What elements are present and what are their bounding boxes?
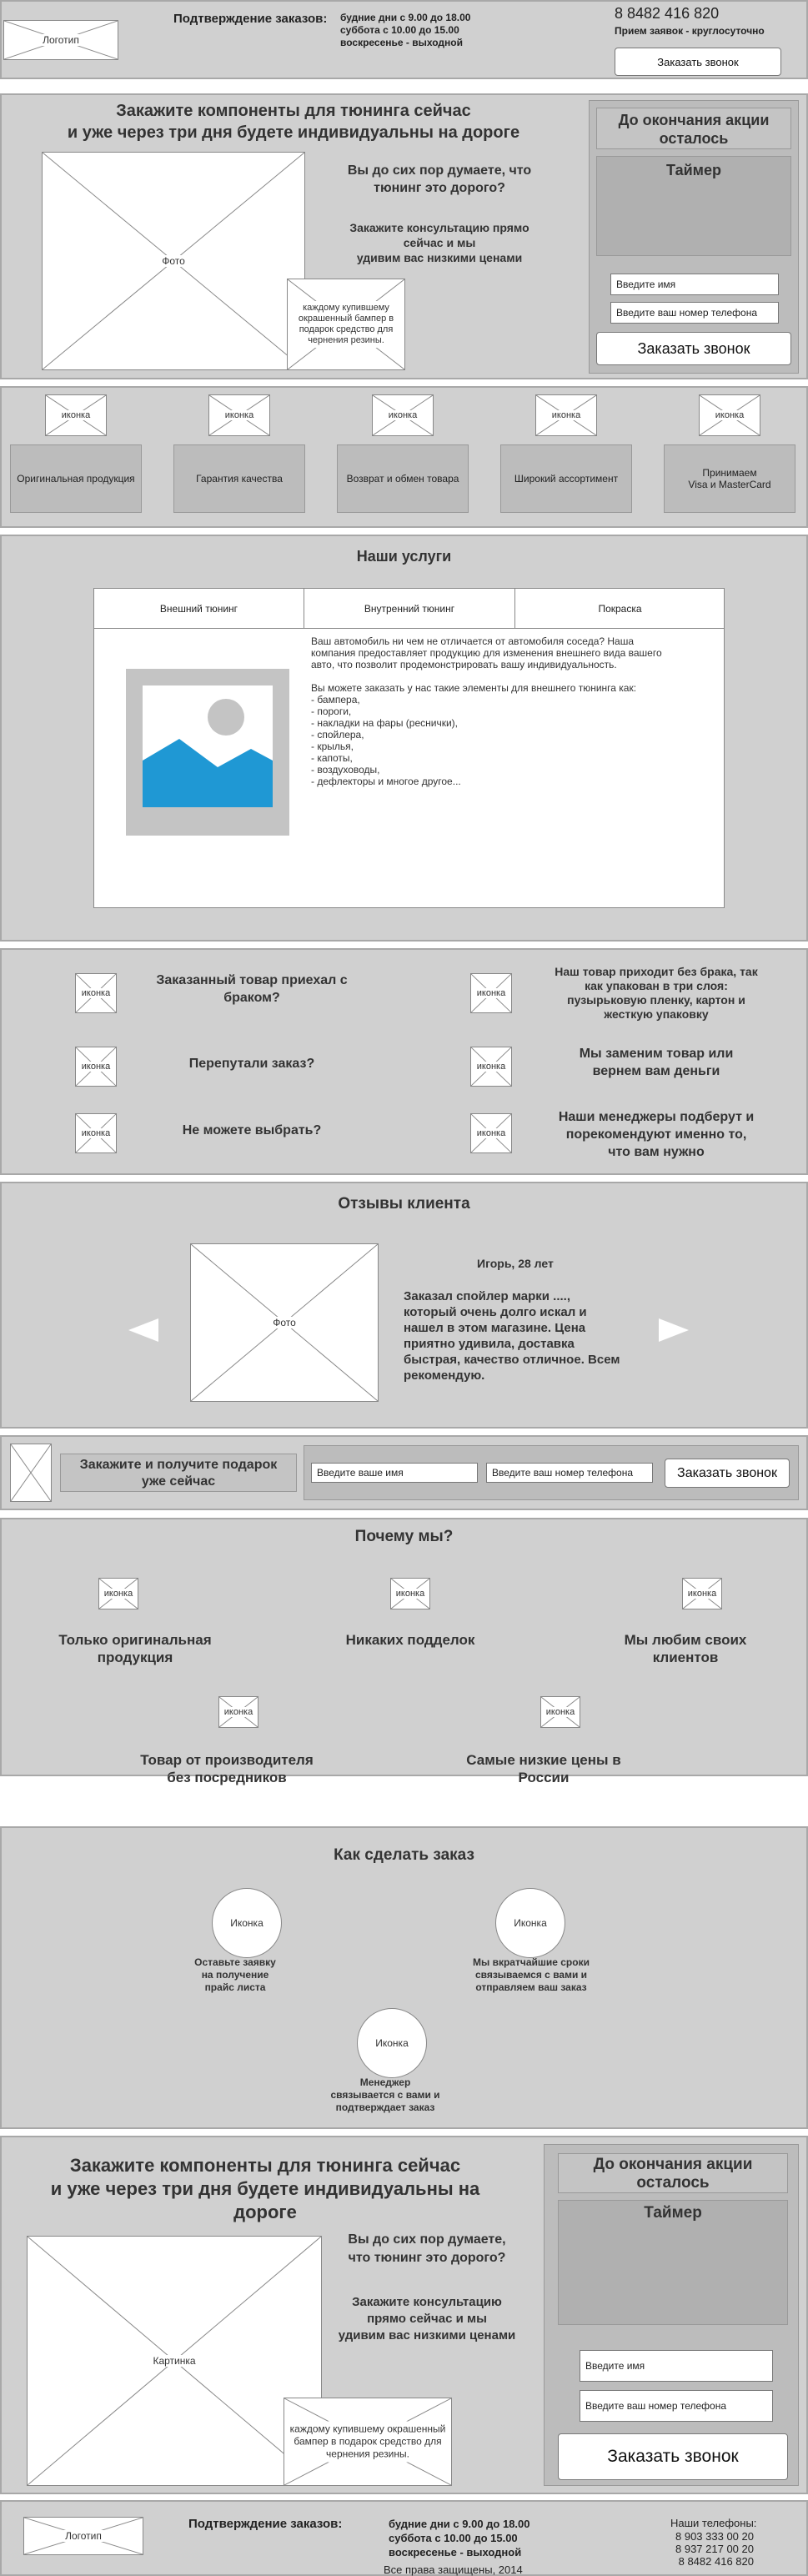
promo2-until-end: До окончания акции осталось — [558, 2153, 788, 2193]
solution-icon — [470, 1047, 512, 1087]
how-section — [0, 1826, 808, 2129]
gift-submit-button[interactable]: Заказать звонок — [665, 1459, 790, 1488]
icon-label: иконка — [715, 410, 745, 420]
reviews-section — [0, 1182, 808, 1429]
problem-solution: Наши менеджеры подберут и порекомендуют именно то, что вам нужно — [558, 1110, 755, 1159]
why-item-label: Товар от производителя без посредников — [140, 1752, 314, 1785]
gift-form — [304, 1445, 799, 1500]
footer-hours: будние дни с 9.00 до 18.00 суббота с 10.00 до 15.00 воскресенье - выходной — [389, 2518, 530, 2558]
problem-icon — [75, 973, 117, 1013]
how-title: Как сделать заказ — [334, 1846, 474, 1864]
problem-question: Перепутали заказ? — [188, 1057, 315, 1071]
header-confirm-title: Подтверждение заказов: — [173, 12, 328, 26]
how-step-text: Оставьте заявку на получение прайс листа — [194, 1956, 276, 1993]
why-icon — [218, 1696, 258, 1728]
icon-label: иконка — [476, 988, 506, 998]
icon-label: иконка — [224, 410, 254, 420]
hero2-question: Вы до сих пор думаете, что тюнинг это дорого? — [348, 2232, 506, 2265]
icon-label: иконка — [81, 1128, 111, 1138]
hero-photo — [42, 152, 305, 370]
problem-icon — [75, 1047, 117, 1087]
hero2-title: Закажите компоненты для тюнинга сейчас и уже через три дня будете индивидуальны на дороге — [50, 2155, 480, 2222]
how-step-text: Мы вкратчайшие сроки связываемся с вами и отправляем ваш заказ — [473, 1956, 590, 1993]
how-step-text: Менеджер связывается с вами и подтверждает заказ — [330, 2076, 440, 2113]
footer-rights: Все права защищены, 2014 — [384, 2563, 523, 2576]
gift-name-input[interactable] — [311, 1463, 478, 1483]
review-text: Заказал спойлер марки ...., который очень долго искал и нашел в этом магазине. Цена приятно удивила, доставка быстрая, качество отличное. Всем рекомендую. — [404, 1289, 620, 1383]
promo-timer — [596, 156, 791, 256]
header-phone[interactable]: 8 8482 416 820 — [615, 5, 720, 22]
services-section — [0, 535, 808, 942]
service-tab-label: Покраска — [598, 602, 642, 615]
service-tab-2[interactable] — [515, 589, 725, 629]
why-icon — [540, 1696, 580, 1728]
why-icon — [98, 1578, 138, 1609]
promo2-timer — [558, 2200, 788, 2325]
service-image — [126, 669, 289, 836]
solution-icon — [470, 973, 512, 1013]
services-panel — [93, 588, 725, 908]
problem-solution: Наш товар приходит без брака, так как упакован в три слоя: пузырьковую пленку, картон и жесткую упаковку — [555, 965, 758, 1021]
promo-until-end: До окончания акции осталось — [596, 108, 791, 149]
why-item-label: Мы любим своих клиентов — [624, 1632, 747, 1665]
review-author: Игорь, 28 лет — [477, 1257, 554, 1270]
gift-icon-placeholder — [10, 1444, 52, 1502]
feature-icon — [208, 394, 270, 436]
footer — [0, 2500, 808, 2576]
promo2-panel — [544, 2144, 799, 2486]
footer-confirm-title: Подтверждение заказов: — [188, 2517, 343, 2531]
footer-phones: 8 903 333 00 20 8 937 217 00 20 8 8482 416 820 — [675, 2530, 754, 2568]
feature-icon — [45, 394, 107, 436]
icon-label: иконка — [476, 1062, 506, 1072]
review-photo — [190, 1243, 379, 1402]
why-item-label: Только оригинальная продукция — [58, 1632, 212, 1665]
feature-label: Оригинальная продукция — [17, 473, 135, 485]
promo-panel — [589, 100, 799, 374]
reviews-title: Отзывы клиента — [338, 1195, 470, 1213]
gift-phone-input[interactable] — [486, 1463, 653, 1483]
service-tab-1[interactable] — [304, 589, 515, 629]
hero-photo-label: Фото — [162, 255, 185, 267]
hero-gift-text: каждому купившему окрашенный бампер в подарок средство для чернения резины. — [288, 301, 404, 348]
feature-label: Широкий ассортимент — [514, 473, 619, 485]
review-next-arrow[interactable] — [659, 1318, 689, 1342]
promo2-phone-input[interactable] — [580, 2390, 773, 2422]
feature-label: Принимаем Visa и MasterCard — [688, 467, 771, 490]
feature-icon — [372, 394, 434, 436]
icon-label: иконка — [81, 988, 111, 998]
hero-question: Вы до сих пор думаете, что тюнинг это дорого? — [347, 163, 532, 195]
how-step-icon-label: Иконка — [230, 1917, 263, 1929]
promo-timer-label: Таймер — [666, 162, 721, 178]
how-step-icon — [495, 1888, 565, 1958]
feature-card — [664, 444, 795, 513]
problem-question: Заказанный товар приехал с браком? — [156, 973, 348, 1005]
feature-icon — [535, 394, 597, 436]
hero-gift-card — [287, 279, 405, 370]
icon-label: иконка — [476, 1128, 506, 1138]
icon-label: иконка — [223, 1707, 253, 1717]
feature-card — [10, 444, 142, 513]
footer-logo-text: Логотип — [65, 2530, 102, 2542]
placeholder-cross-icon — [11, 1444, 51, 1501]
header-hours: будние дни с 9.00 до 18.00 суббота с 10.00 до 15.00 воскресенье - выходной — [340, 12, 471, 48]
icon-label: иконка — [103, 1589, 133, 1599]
hero2-picture-label: Картинка — [153, 2355, 196, 2367]
promo-submit-button[interactable]: Заказать звонок — [596, 332, 791, 365]
promo2-timer-label: Таймер — [644, 2204, 702, 2222]
hero2-consult: Закажите консультацию прямо сейчас и мы удивим вас низкими ценами — [338, 2295, 516, 2343]
promo2-name-input[interactable] — [580, 2350, 773, 2382]
hero2-section — [0, 2136, 808, 2494]
promo-name-input[interactable] — [610, 274, 779, 295]
gift-bar-section — [0, 1435, 808, 1510]
icon-label: иконка — [388, 410, 418, 420]
hero-title: Закажите компоненты для тюнинга сейчас и уже через три дня будете индивидуальны на дороге — [67, 102, 520, 142]
service-tab-label: Внутренний тюнинг — [364, 602, 455, 615]
why-section — [0, 1518, 808, 1785]
icon-label: иконка — [687, 1589, 717, 1599]
how-step-icon-label: Иконка — [375, 2037, 409, 2049]
feature-card — [173, 444, 305, 513]
feature-label: Возврат и обмен товара — [346, 473, 459, 485]
promo-phone-input[interactable] — [610, 302, 779, 324]
header-requests: Прием заявок - круглосуточно — [615, 25, 765, 37]
hero2-picture — [27, 2236, 322, 2486]
features-section — [0, 386, 808, 528]
header-logo[interactable] — [3, 20, 118, 60]
image-placeholder-icon — [126, 669, 289, 836]
how-step-icon — [357, 2008, 427, 2078]
service-tab-0[interactable] — [94, 589, 304, 629]
how-step-icon-label: Иконка — [514, 1917, 547, 1929]
hero-consult: Закажите консультацию прямо сейчас и мы удивим вас низкими ценами — [349, 221, 529, 264]
review-photo-label: Фото — [273, 1317, 296, 1328]
footer-logo[interactable] — [23, 2517, 143, 2555]
footer-phones-title: Наши телефоны: — [670, 2517, 757, 2529]
problem-icon — [75, 1113, 117, 1153]
problem-solution: Мы заменим товар или вернем вам деньги — [579, 1047, 734, 1078]
icon-label: иконка — [81, 1062, 111, 1072]
how-step-icon — [212, 1888, 282, 1958]
why-title: Почему мы? — [354, 1528, 454, 1545]
header-call-button[interactable]: Заказать звонок — [615, 48, 781, 76]
why-item-label: Самые низкие цены в России — [466, 1752, 621, 1785]
why-icon — [682, 1578, 722, 1609]
feature-icon — [699, 394, 760, 436]
icon-label: иконка — [551, 410, 581, 420]
icon-label: иконка — [61, 410, 91, 420]
services-title: Наши услуги — [356, 548, 452, 565]
feature-card — [337, 444, 469, 513]
review-prev-arrow[interactable] — [128, 1318, 158, 1342]
hero-section — [0, 93, 808, 379]
feature-card — [500, 444, 632, 513]
hero2-gift-text: каждому купившему окрашенный бампер в подарок средство для чернения резины. — [284, 2422, 451, 2463]
service-description: Ваш автомобиль ни чем не отличается от автомобиля соседа? Наша компания предоставляет продукцию для изменения внешнего вида вашего авто, что позволит продемонстрировать вашу индивидуальность. Вы можете заказать у нас такие элементы для внешнего тюнинга как: - бампера, - пороги, - накладки на фары (реснички), - спойлера, - крылья, - капоты, - воздуховоды, - дефлекторы и многое другое... — [311, 635, 662, 787]
problems-section — [0, 948, 808, 1175]
icon-label: иконка — [395, 1589, 425, 1599]
header — [0, 0, 808, 79]
why-item-label: Никаких подделок — [345, 1632, 475, 1648]
service-tab-label: Внешний тюнинг — [159, 602, 238, 615]
feature-label: Гарантия качества — [196, 473, 283, 485]
logo-text: Логотип — [43, 34, 79, 46]
why-icon — [390, 1578, 430, 1609]
solution-icon — [470, 1113, 512, 1153]
gift-bar-text: Закажите и получите подарок уже сейчас — [60, 1454, 297, 1492]
promo2-submit-button[interactable]: Заказать звонок — [558, 2433, 788, 2480]
icon-label: иконка — [545, 1707, 575, 1717]
problem-question: Не можете выбрать? — [182, 1123, 322, 1137]
hero2-gift-card — [284, 2398, 452, 2486]
